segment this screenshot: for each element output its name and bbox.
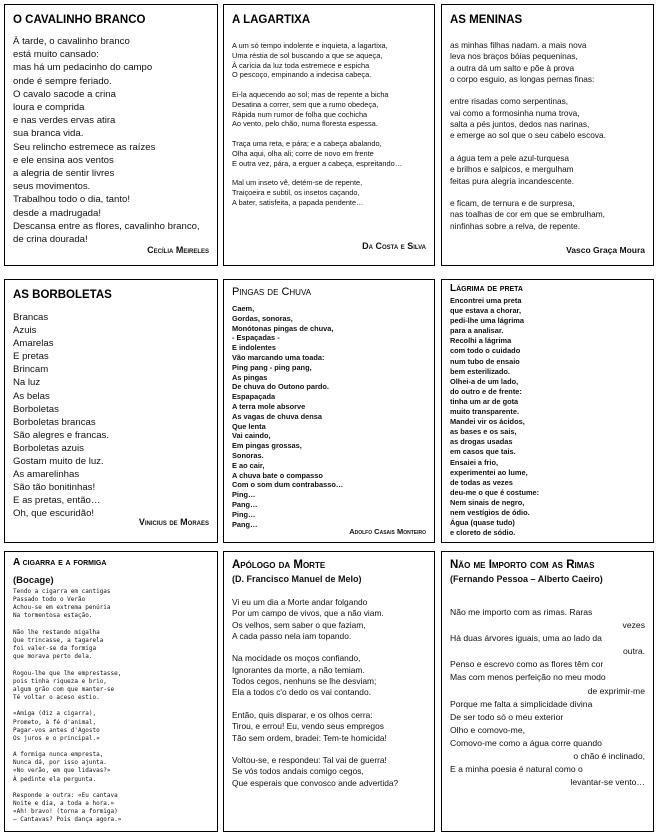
poem-line (232, 129, 402, 139)
poem-author: Cecília Meireles (147, 245, 209, 255)
poem-line: Penso e escrevo como as flores têm cor (450, 659, 604, 670)
poem-line: Prometo, à fé d'animal, (13, 718, 97, 726)
poem-line: Noite e dia, a toda a hora.» (13, 800, 115, 808)
poem-line: Que lenta (232, 421, 266, 431)
poem-line (232, 744, 398, 755)
poem-line: Tirou, e errou! Eu, vendo seus empregos (232, 721, 384, 732)
poem-line: Pagar-vos antes d'Agosto (13, 726, 100, 734)
poem-line: a outra dá um salto e põe à prova (450, 62, 575, 73)
poem-line (232, 168, 402, 178)
poem-line: Ela a todos c'o dedo os vai contando. (232, 687, 371, 698)
poem-card-pingas (223, 279, 435, 543)
poem-line: Se vós todos andais comigo cegos, (232, 766, 364, 777)
poem-line: Os velhos, sem saber o que faziam, (232, 619, 366, 630)
poem-line: Por um campo de vivos, que a não viam. (232, 608, 384, 619)
poem-author: Vinicius de Moraes (138, 517, 209, 527)
poem-line: Tão sem ordem, bradei: Tem-te homicida! (232, 732, 387, 743)
poem-line: Ping… (232, 509, 256, 519)
poem-line: Rogou-lhe que lhe emprestasse, (13, 669, 122, 677)
poem-line: Té voltar o aceso estio. (13, 694, 100, 702)
poem-line: Mas com menos perfeição no meu modo (450, 672, 606, 683)
poem-line: «Ah! bravo! (torna a formiga) (13, 808, 118, 816)
poem-body (13, 588, 121, 825)
poem-line: Ao vento, pelo chão, numa floresta espessa. (232, 119, 378, 129)
poem-body (232, 41, 402, 208)
poem-line: Vai caindo, (232, 431, 271, 441)
poem-line: do outro e de frente: (450, 386, 522, 396)
poem-line (13, 621, 121, 629)
poem-line: Brancas (13, 312, 49, 323)
poem-line: Monótonas pingas de chuva, (232, 323, 334, 333)
poem-line: A um só tempo indolente e inquieta, a lagartixa, (232, 41, 388, 50)
poem-card-rimas (441, 551, 654, 832)
poem-line: e ele ensina aos ventos (13, 154, 114, 166)
poem-line: São alegres e francas. (13, 429, 109, 441)
poem-line: — Cantavas? Pois dança agora.» (13, 816, 122, 824)
poem-line: deu-me o que é costume: (450, 487, 540, 497)
poem-line: e brilhos e salpicos, e mergulham (450, 164, 574, 175)
poem-line: As pingas (232, 372, 268, 382)
poem-line: Seu relincho estremece as raízes (13, 141, 156, 153)
poem-line: entre risadas como serpentinas, (450, 96, 569, 107)
poem-line: Gordas, sonoras, (232, 313, 293, 323)
poem-line: salta a pés juntos, dedos nas narinas, (450, 119, 590, 130)
poem-author: Adolfo Casais Monteiro (349, 527, 426, 536)
poem-line: a água tem a pele azul-turquesa (450, 152, 570, 163)
poem-line: outra. (623, 646, 645, 657)
poem-title: Pingas de Chuva (232, 286, 312, 298)
poem-line: Ensaiei a frio, (450, 457, 499, 467)
poem-line: Na luz (13, 377, 41, 389)
poem-line: Em pingas grossas, (232, 441, 302, 451)
poem-line: Borboletas brancas (13, 416, 96, 428)
poem-line: o chão é inclinado, (573, 751, 645, 762)
poem-line: e emerge ao sol que o seu cabelo escova. (450, 130, 606, 141)
poem-line: para a analisar. (450, 326, 504, 336)
poem-line: E as pretas, então… (13, 495, 101, 507)
poem-title: A LAGARTIXA (232, 14, 311, 26)
poem-card-cigarra (4, 551, 218, 832)
poem-line: A chuva bate o compasso (232, 470, 323, 480)
poem-line: feitas pura alegria incandescente. (450, 175, 575, 186)
poem-line: e ficam, de ternura e de surpresa, (450, 198, 575, 209)
poem-line: muito transparente. (450, 407, 519, 417)
poem-title: Apólogo da Morte (232, 559, 326, 571)
poem-line: À tarde, o cavalinho branco (13, 36, 130, 47)
poem-line: levantar-se vento… (570, 777, 645, 788)
poem-line: Espapaçada (232, 392, 276, 402)
poem-line: Caem, (232, 304, 255, 313)
poem-line: De chuva do Outono pardo. (232, 382, 329, 392)
poem-line: E outra vez, pára, a erguer a cabeça, espreitando… (232, 158, 403, 168)
poem-line: Oh, que escuridão! (13, 508, 95, 520)
poem-line (13, 784, 121, 792)
poem-line: experimentei ao lume, (450, 467, 528, 477)
poem-line: A cada passo nela iam topando. (232, 630, 352, 641)
poem-line: loura e comprida (13, 102, 85, 114)
poem-line: Porque me falta a simplicidade divina (450, 698, 593, 709)
poem-line: bem esterilizado. (450, 366, 510, 376)
poem-line: vezes (622, 620, 645, 631)
poem-line: algum grão com que manter-se (13, 685, 115, 693)
poem-line: Ignorantes da morte, a não temiam. (232, 664, 365, 675)
poem-line: as bases e os sais, (450, 427, 517, 437)
poem-body (232, 304, 343, 529)
poem-line: Tendo a cigarra em cantigas (13, 588, 111, 595)
poem-line: «No verão, em que lidavas?» (13, 767, 111, 775)
poem-line: À pedinte ela pergunta. (13, 775, 97, 783)
poem-line: Descansa entre as flores, cavalinho branco, (13, 220, 200, 232)
poem-line: com todo o cuidado (450, 346, 521, 356)
poem-line: Sonoras. (232, 450, 264, 460)
poem-line: As belas (13, 390, 50, 402)
poem-line: E a minha poesia é natural como o (450, 764, 583, 775)
poem-line: A bater, satisfeita, a papada pendente… (232, 197, 364, 207)
poem-line: que morava perto dela. (13, 653, 93, 661)
poem-line: desde a madrugada! (13, 207, 102, 219)
poem-line: Então, quis disparar, e os olhos cerra: (232, 709, 373, 720)
poem-line: foi valer-se da formiga (13, 645, 97, 653)
poem-line: De ser todo só o meu exterior (450, 711, 564, 722)
poem-line: A terra mole absorve (232, 401, 306, 411)
poem-line: as drogas usadas (450, 437, 513, 447)
poem-line: Achou-se em extrema penúria (13, 604, 111, 612)
poem-line: Encontrei uma preta (450, 296, 522, 305)
poem-line (232, 80, 402, 90)
poem-line: À carícia da luz toda estremece e espicha (232, 60, 370, 70)
poem-line: em casos que tais. (450, 447, 516, 457)
poem-line: seus movimentos. (13, 181, 91, 193)
poem-line: Mal um inseto vê, detém-se de repente, (232, 178, 363, 188)
poem-line: O cavalo sacode a crina (13, 88, 116, 100)
poem-line: pois tinha riqueza e brio, (13, 677, 107, 685)
poem-line: Passado todo o Verão (13, 596, 86, 604)
poem-line: Recolhi a lágrima (450, 336, 512, 346)
poem-line: Na tormentosa estação. (13, 612, 93, 620)
poem-subtitle: (D. Francisco Manuel de Melo) (232, 574, 362, 584)
poem-line: num tubo de ensaio (450, 356, 520, 366)
poem-line: que estava a chorar, (450, 306, 522, 316)
poem-line: Não lhe restando migalha (13, 628, 100, 636)
poem-line: O pescoço, empinando a indecisa cabeça. (232, 70, 372, 80)
poem-line: Traiçoeira e subtil, os insetos caçando, (232, 187, 360, 197)
poem-title: A cigarra e a formiga (13, 557, 107, 568)
poem-line: mas há um pedacinho do campo (13, 62, 153, 74)
poem-line: Olha aqui, olha ali; corre de novo em frente (232, 148, 374, 158)
poem-line: Os juros e o principal.» (13, 734, 100, 742)
poem-card-cavalinho (4, 4, 218, 266)
poem-line: onde é sempre feriado. (13, 75, 112, 87)
poem-line: Nem sinais de negro, (450, 497, 525, 507)
poem-line: A formiga nunca empresta, (13, 751, 104, 759)
poem-line: Vi eu um dia a Morte andar folgando (232, 597, 368, 607)
poem-line: nem vestígios de ódio. (450, 507, 530, 517)
poem-line: tinha um ar de gota (450, 396, 519, 406)
poem-card-meninas (441, 4, 654, 266)
poem-line (450, 187, 606, 198)
poem-card-apologo (223, 551, 435, 832)
poem-line (13, 702, 121, 710)
poem-line: Borboletas azuis (13, 442, 84, 454)
poem-line: Que trincasse, a tagarela (13, 636, 104, 644)
poem-card-borboletas (4, 279, 218, 543)
poem-body (450, 40, 606, 232)
poem-title: AS BORBOLETAS (13, 289, 112, 301)
poem-card-lagrima (441, 279, 654, 543)
poem-line: Traça uma reta, e pára; e a cabeça abalando, (232, 138, 382, 148)
poem-line: Pang… (232, 499, 258, 509)
poem-line: Água (quase tudo) (450, 518, 515, 528)
poem-line: Há duas árvores iguais, uma ao lado da (450, 633, 602, 644)
poem-line: As amarelinhas (13, 469, 80, 481)
poem-line: Ping… (232, 490, 256, 500)
poem-line: sua branca vida. (13, 128, 84, 140)
poem-body (13, 311, 109, 521)
poem-line: Ei-la aquecendo ao sol; mas de repente a bicha (232, 89, 389, 99)
poem-line: de todas as vezes (450, 477, 513, 487)
poem-subtitle: (Bocage) (13, 575, 54, 586)
poem-line: e nas verdes ervas atira (13, 115, 116, 127)
poem-line: Olho e comovo-me, (450, 724, 525, 735)
poem-line: Desatina a correr, sem que a rumo obedeça, (232, 99, 379, 109)
poem-line (13, 661, 121, 669)
poem-line: São tão bonitinhas! (13, 482, 96, 494)
poem-line: Azuis (13, 325, 37, 337)
poem-line (13, 743, 121, 751)
poem-subtitle: (Fernando Pessoa – Alberto Caeiro) (450, 574, 603, 584)
poem-line: Rápida num rumor de folha que cochicha (232, 109, 368, 119)
poem-body (232, 597, 398, 789)
poem-line: Amarelas (13, 338, 54, 350)
poem-body (450, 296, 539, 538)
poem-line: - Espaçadas - (232, 333, 280, 343)
poem-line: Borboletas (13, 403, 59, 415)
poem-line: Mandei vir os ácidos, (450, 417, 525, 427)
poem-line: Não me importo com as rimas. Raras (450, 607, 593, 617)
poem-line: Brincam (13, 364, 49, 376)
poem-line: de crina dourada! (13, 234, 88, 246)
poem-author: Da Costa e Silva (362, 241, 426, 251)
poem-line: vai como a formosinha numa trova, (450, 107, 580, 118)
poem-line: pedi-lhe uma lágrima (450, 316, 524, 326)
poem-line: está muito cansado: (13, 49, 99, 61)
poem-line (232, 699, 398, 710)
poem-line: Olhei-a de um lado, (450, 376, 519, 386)
poem-line: Nunca dá, por isso ajunta. (13, 759, 107, 767)
poem-line: nas toalhas de cor em que se embrulham, (450, 209, 605, 220)
poem-line: E pretas (13, 351, 49, 363)
poem-line: leva nos braços bóias pequeninas, (450, 51, 578, 62)
poem-line: o corpo esguio, as longas pernas finas: (450, 73, 595, 84)
poem-line: «Amiga (diz a cigarra), (13, 710, 97, 718)
poem-line: as minhas filhas nadam. a mais nova (450, 40, 587, 50)
poem-body (13, 35, 200, 246)
poem-line: Que esperais que convosco ande advertida? (232, 777, 399, 788)
poem-line: E indolentes (232, 343, 276, 353)
poem-line (232, 642, 398, 653)
poem-line: Gostam muito de luz. (13, 456, 104, 468)
poem-line: Todos cegos, nenhuns se lhe desviam; (232, 676, 377, 687)
poem-line: a alegria de sentir livres (13, 168, 115, 180)
poem-line: Vão marcando uma toada: (232, 352, 325, 362)
poem-line: Trabalhou todo o dia, tanto! (13, 194, 130, 206)
poem-line: Uma réstia de sol buscando a que se aqueça, (232, 50, 383, 60)
poem-line: ninfinhas sobre a relva, de repente. (450, 220, 581, 231)
poem-line: de exprimir-me (587, 685, 645, 696)
poem-line (450, 85, 606, 96)
poem-line: Ping pang - ping pang, (232, 362, 312, 372)
poem-title: O CAVALINHO BRANCO (13, 14, 146, 26)
poem-line: Pang… (232, 519, 258, 529)
poem-title: Não me Importo com as Rimas (450, 559, 595, 571)
poem-line: Comovo-me como a água corre quando (450, 737, 602, 748)
poem-line: Com o som dum contrabasso… (232, 480, 344, 490)
poem-author: Vasco Graça Moura (566, 245, 645, 255)
poem-line: Responde a outra: «Eu cantava (13, 791, 118, 799)
poem-line: E ao cair, (232, 460, 265, 470)
poem-line (450, 142, 606, 153)
poem-line: Na mocidade os moços confiando, (232, 653, 361, 664)
poem-body (450, 606, 645, 789)
poem-title: AS MENINAS (450, 14, 523, 26)
poem-title: Lágrima de preta (450, 283, 523, 294)
poem-line: Voltou-se, e respondeu: Tal vai de guerra! (232, 755, 387, 766)
poem-line: e cloreto de sódio. (450, 528, 516, 538)
poem-line: As vagas de chuva densa (232, 411, 322, 421)
poem-card-lagartixa (223, 4, 435, 266)
